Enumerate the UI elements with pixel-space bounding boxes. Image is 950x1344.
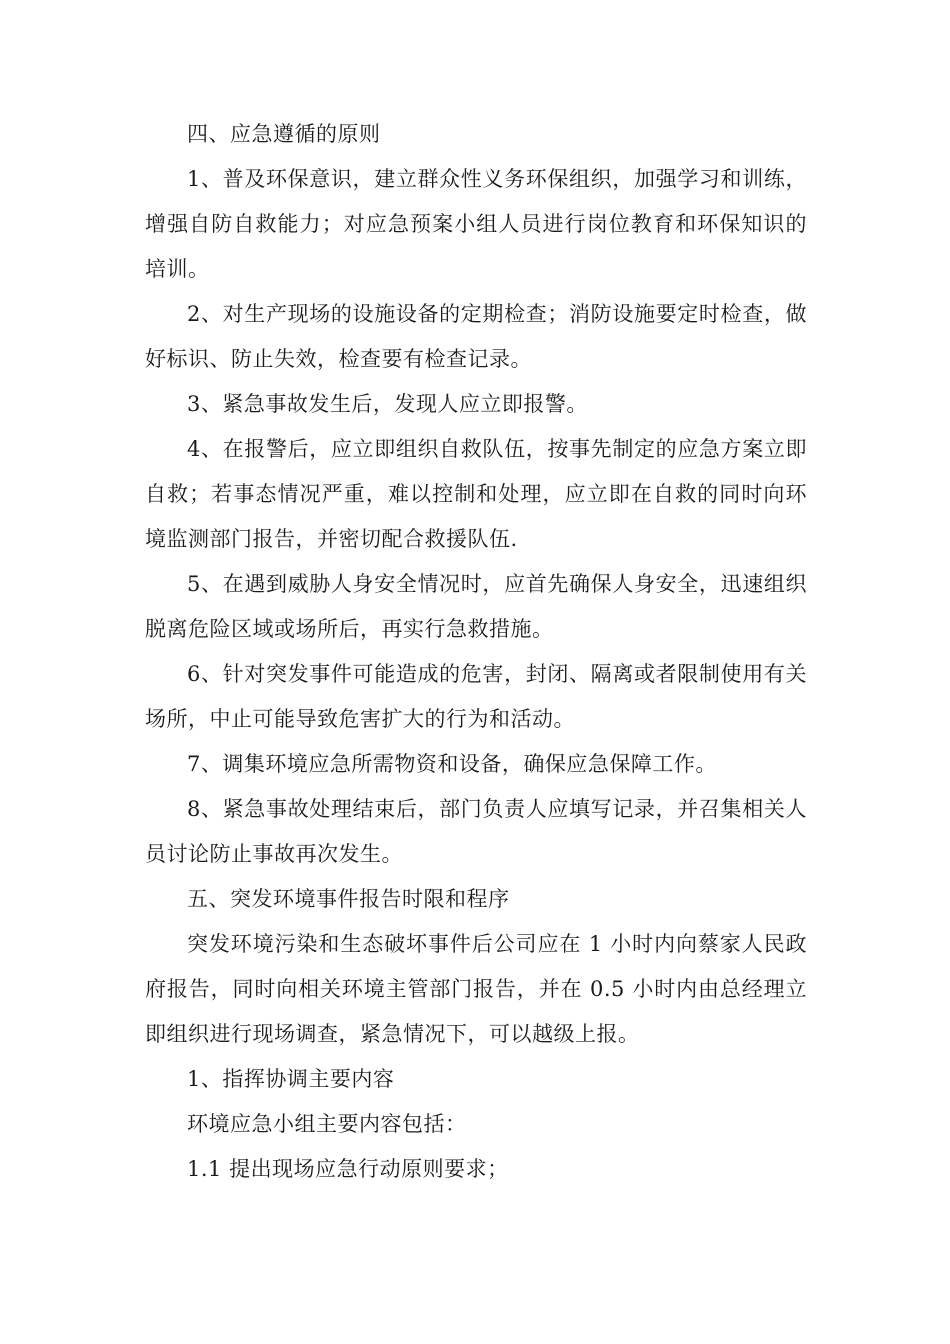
paragraph-item-2: 2、对生产现场的设施设备的定期检查；消防设施要定时检查，做好标识、防止失效，检查要有检查记录。 xyxy=(145,302,807,371)
section-heading-reporting: 五、突发环境事件报告时限和程序 xyxy=(187,887,510,911)
paragraph-item-3: 3、紧急事故发生后，发现人应立即报警。 xyxy=(187,392,588,416)
paragraph-item-7: 7、调集环境应急所需物资和设备，确保应急保障工作。 xyxy=(187,752,717,776)
paragraph-item-6: 6、针对突发事件可能造成的危害，封闭、隔离或者限制使用有关场所，中止可能导致危害扩大的行为和活动。 xyxy=(145,662,807,731)
paragraph-item-5: 5、在遇到威胁人身安全情况时，应首先确保人身安全，迅速组织脱离危险区域或场所后，再实行急救措施。 xyxy=(145,572,807,641)
document-body xyxy=(145,112,807,1192)
paragraph-item-1: 1、普及环保意识，建立群众性义务环保组织，加强学习和训练，增强自防自救能力；对应急预案小组人员进行岗位教育和环保知识的培训。 xyxy=(145,167,807,281)
paragraph-item-8: 8、紧急事故处理结束后，部门负责人应填写记录，并召集相关人员讨论防止事故再次发生。 xyxy=(145,797,807,866)
paragraph-reporting: 突发环境污染和生态破坏事件后公司应在 1 小时内向蔡家人民政府报告，同时向相关环境主管部门报告，并在 0.5 小时内由总经理立即组织进行现场调查，紧急情况下，可以越级上报。 xyxy=(145,932,807,1046)
paragraph-item-1-1: 1.1 提出现场应急行动原则要求； xyxy=(187,1157,509,1181)
section-heading-principles: 四、应急遵循的原则 xyxy=(187,122,381,146)
paragraph-group-contents: 环境应急小组主要内容包括： xyxy=(187,1112,467,1136)
subheading-coordination: 1、指挥协调主要内容 xyxy=(187,1067,395,1091)
paragraph-item-4: 4、在报警后，应立即组织自救队伍，按事先制定的应急方案立即自救；若事态情况严重，难以控制和处理，应立即在自救的同时向环境监测部门报告，并密切配合救援队伍. xyxy=(145,437,807,551)
